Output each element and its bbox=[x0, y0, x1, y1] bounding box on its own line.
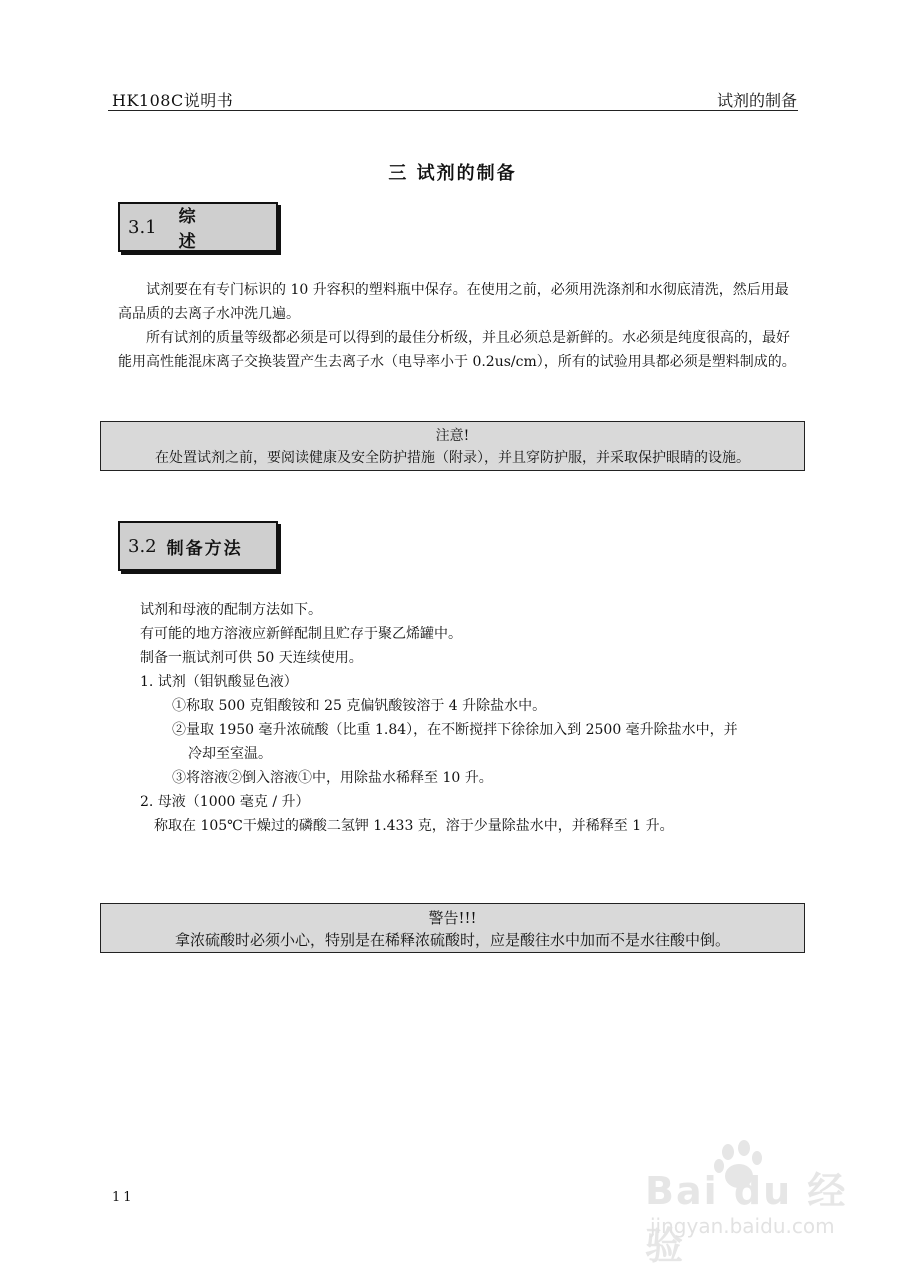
text-line: 有可能的地方溶液应新鲜配制且贮存于聚乙烯罐中。 bbox=[140, 626, 462, 642]
notice-heading: 注意! bbox=[435, 428, 470, 444]
warning-box bbox=[100, 903, 805, 953]
list-item: 2. 母液（1000 毫克 / 升） bbox=[140, 794, 310, 810]
header-doc-title: HK108C说明书 bbox=[112, 91, 234, 110]
warning-text: 拿浓硫酸时必须小心，特别是在稀释浓硫酸时，应是酸往水中加而不是水往酸中倒。 bbox=[174, 931, 730, 949]
text-line: 制备一瓶试剂可供 50 天连续使用。 bbox=[140, 650, 363, 666]
list-step: ①称取 500 克钼酸铵和 25 克偏钒酸铵溶于 4 升除盐水中。 bbox=[172, 698, 547, 714]
list-step-continuation: 冷却至室温。 bbox=[188, 746, 272, 762]
section-number: 3.1 bbox=[128, 216, 157, 238]
paragraph: 试剂要在有专门标识的 10 升容积的塑料瓶中保存。在使用之前，必须用洗涤剂和水彻底清洗，然后用最高品质的去离子水冲洗几遍。 bbox=[118, 282, 789, 322]
list-step: ③将溶液②倒入溶液①中，用除盐水稀释至 10 升。 bbox=[172, 770, 493, 786]
list-item: 1. 试剂（钼钒酸显色液） bbox=[140, 674, 298, 690]
header-section-title: 试剂的制备 bbox=[716, 91, 797, 110]
watermark-logo: Bai du 经验 bbox=[645, 1169, 848, 1268]
overview-text bbox=[118, 278, 798, 374]
list-step: ②量取 1950 毫升浓硫酸（比重 1.84），在不断搅拌下徐徐加入到 2500 毫升除盐水中，并 bbox=[172, 722, 738, 738]
notice-text: 在处置试剂之前，要阅读健康及安全防护措施（附录），并且穿防护服，并采取保护眼睛的设施。 bbox=[155, 450, 750, 466]
section-title: 综 述 bbox=[178, 207, 218, 252]
section-number: 3.2 bbox=[128, 535, 157, 557]
page-number: 11 bbox=[112, 1190, 135, 1205]
paragraph: 所有试剂的质量等级都必须是可以得到的最佳分析级，并且必须总是新鲜的。水必须是纯度很高的，最好能用高性能混床离子交换装置产生去离子水（电导率小于 0.2us/cm），所有的试验用具都必须是塑料制成的。 bbox=[118, 330, 796, 370]
section-title: 制备方法 bbox=[166, 538, 243, 559]
section-heading-3-2 bbox=[118, 521, 278, 571]
header-divider bbox=[108, 110, 798, 111]
notice-box bbox=[100, 421, 805, 471]
chapter-title: 三 试剂的制备 bbox=[388, 163, 517, 184]
section-heading-3-1 bbox=[118, 202, 278, 252]
preparation-text bbox=[140, 598, 810, 838]
list-item-text: 称取在 105℃干燥过的磷酸二氢钾 1.433 克，溶于少量除盐水中，并稀释至 1 升。 bbox=[154, 818, 674, 834]
text-line: 试剂和母液的配制方法如下。 bbox=[140, 602, 322, 618]
warning-heading: 警告!!! bbox=[428, 909, 477, 927]
watermark-url: jingyan.baidu.com bbox=[650, 1214, 835, 1238]
